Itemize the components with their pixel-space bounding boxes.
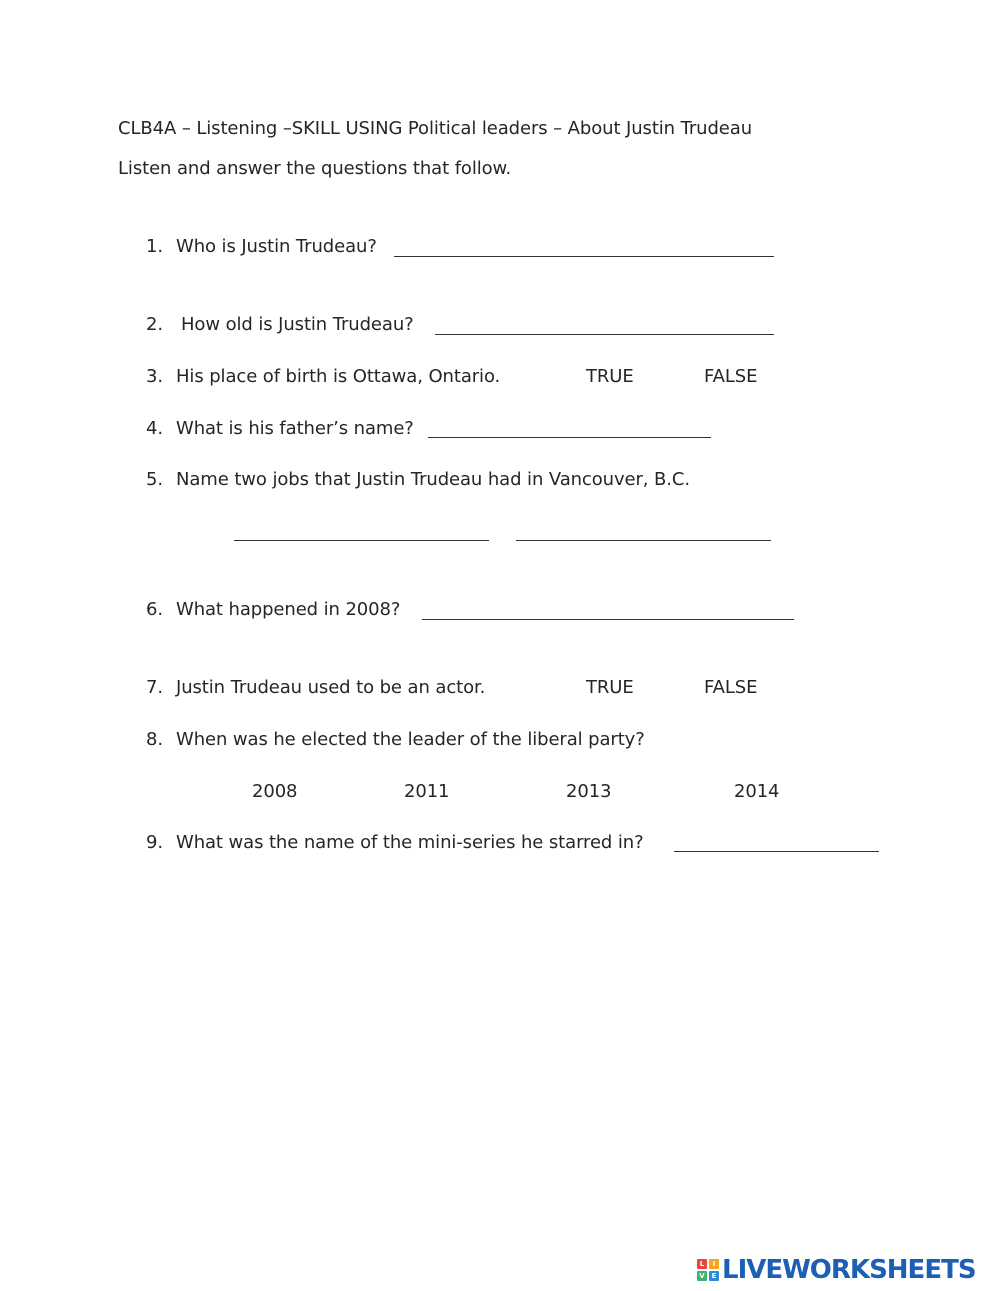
answer-blank-5a[interactable] [234,540,489,541]
question-1-number: 1. [146,236,163,257]
answer-blank-9[interactable] [674,851,879,852]
question-8-option-2011[interactable]: 2011 [404,781,450,802]
answer-blank-5b[interactable] [516,540,771,541]
question-1-text: Who is Justin Trudeau? [176,236,377,257]
question-7-option-false[interactable]: FALSE [704,677,758,698]
answer-blank-4[interactable] [428,437,711,438]
question-3-option-true[interactable]: TRUE [586,366,634,387]
logo-text: LIVEWORKSHEETS [722,1255,976,1285]
answer-blank-1[interactable] [394,256,774,257]
question-9-text: What was the name of the mini-series he starred in? [176,832,644,853]
question-5-number: 5. [146,469,163,490]
question-9-number: 9. [146,832,163,853]
question-3-text: His place of birth is Ottawa, Ontario. [176,366,501,387]
question-6-text: What happened in 2008? [176,599,401,620]
question-8-option-2014[interactable]: 2014 [734,781,780,802]
worksheet-title: CLB4A – Listening –SKILL USING Political leaders – About Justin Trudeau [118,118,753,139]
question-8-option-2008[interactable]: 2008 [252,781,298,802]
question-7-option-true[interactable]: TRUE [586,677,634,698]
answer-blank-6[interactable] [422,619,794,620]
question-8-text: When was he elected the leader of the liberal party? [176,729,645,750]
logo-square-v: V [697,1271,707,1281]
question-6-number: 6. [146,599,163,620]
question-3-option-false[interactable]: FALSE [704,366,758,387]
question-4-text: What is his father’s name? [176,418,414,439]
question-2-number: 2. [146,314,163,335]
liveworksheets-logo-icon [697,1259,719,1281]
question-4-number: 4. [146,418,163,439]
logo-square-i: I [709,1259,719,1269]
question-2-text: How old is Justin Trudeau? [181,314,414,335]
liveworksheets-logo [697,1255,976,1285]
logo-square-e: E [709,1271,719,1281]
answer-blank-2[interactable] [435,334,774,335]
question-8-number: 8. [146,729,163,750]
question-8-option-2013[interactable]: 2013 [566,781,612,802]
question-7-number: 7. [146,677,163,698]
logo-square-l: L [697,1259,707,1269]
question-7-text: Justin Trudeau used to be an actor. [176,677,486,698]
instructions: Listen and answer the questions that follow. [118,158,512,179]
question-3-number: 3. [146,366,163,387]
question-5-text: Name two jobs that Justin Trudeau had in Vancouver, B.C. [176,469,690,490]
